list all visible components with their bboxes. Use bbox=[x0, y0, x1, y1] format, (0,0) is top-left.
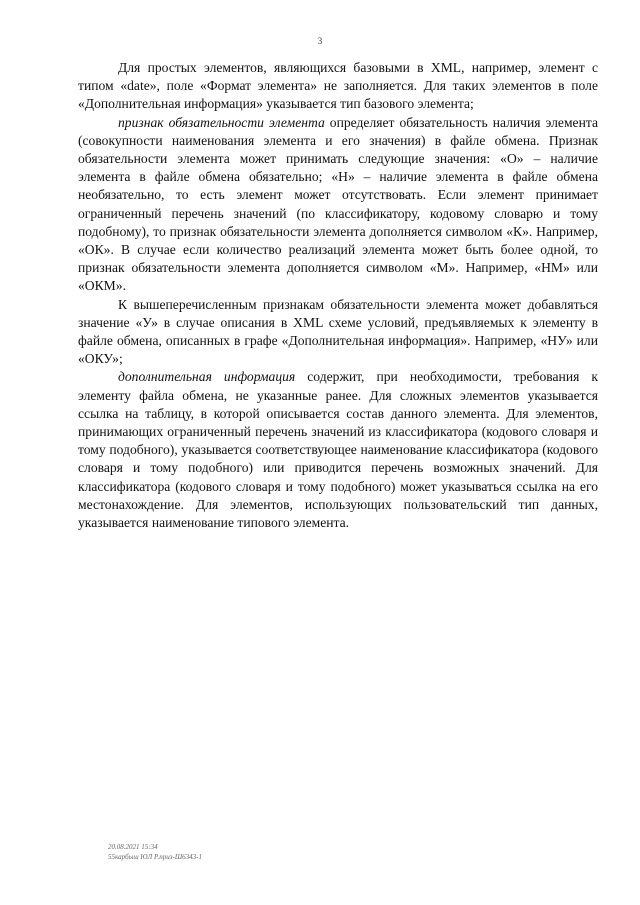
paragraph-additional-info bbox=[78, 368, 598, 532]
term-additional-info: дополнительная информация bbox=[118, 369, 296, 385]
footer-timestamp: 20.08.2021 15:34 bbox=[108, 843, 158, 851]
footer-stamp bbox=[108, 842, 202, 862]
paragraph-text: Для простых элементов, являющихся базовыми в XML, например, элемент с типом «date», поле «Формат элемента» не заполняется. Для таких элементов в поле «Дополнительная информация» указывается тип базового элемента; bbox=[78, 60, 598, 112]
paragraph-simple-elements bbox=[78, 59, 598, 114]
document-body bbox=[78, 59, 598, 532]
page-number: 3 bbox=[317, 36, 323, 46]
paragraph-text: определяет обязательность наличия элемента (совокупности наименования элемента и его значения) в файле обмена. Признак обязательности элемента может принимать следующие значения: «О» – наличие элемента в файле обмена обязательно; «Н» – наличие элемента в файле обмена необязательно, то есть элемент может отсутствовать. Если элемент принимает ограниченный перечень значений (по классификатору, кодовому словарю и тому подобному), то признак обязательности элемента дополняется символом «К». Например, «ОК». В случае если количество реализаций элемента может быть более одной, то признак обязательности элемента дополняется символом «М». Например, «НМ» или «ОКМ». bbox=[78, 114, 598, 294]
term-mandatory-attribute: признак обязательности элемента bbox=[118, 114, 325, 130]
footer-document-id: 55карбыш ЮЛ Р.приз-Ш6343-1 bbox=[108, 853, 202, 861]
paragraph-mandatory-attribute bbox=[78, 114, 598, 296]
paragraph-text: К вышеперечисленным признакам обязательности элемента может добавляться значение «У» в случае описания в XML схеме условий, предъявляемых к элементу в файле обмена, описанных в графе «Дополнительная информация». Например, «НУ» или «ОКУ»; bbox=[78, 296, 598, 367]
paragraph-condition-value bbox=[78, 296, 598, 369]
paragraph-text: содержит, при необходимости, требования к элементу файла обмена, не указанные ранее. Для сложных элементов указывается ссылка на таблицу, в которой описывается состав данного элемента. Для элементов, принимающих ограниченный перечень значений из классификатора (кодового словаря и тому подобного), указывается соответствующее наименование классификатора (кодового словаря и тому подобного) или приводится перечень возможных значений. Для классификатора (кодового словаря и тому подобного) может указываться ссылка на его местонахождение. Для элементов, использующих пользовательский тип данных, указывается наименование типового элемента. bbox=[78, 369, 598, 531]
